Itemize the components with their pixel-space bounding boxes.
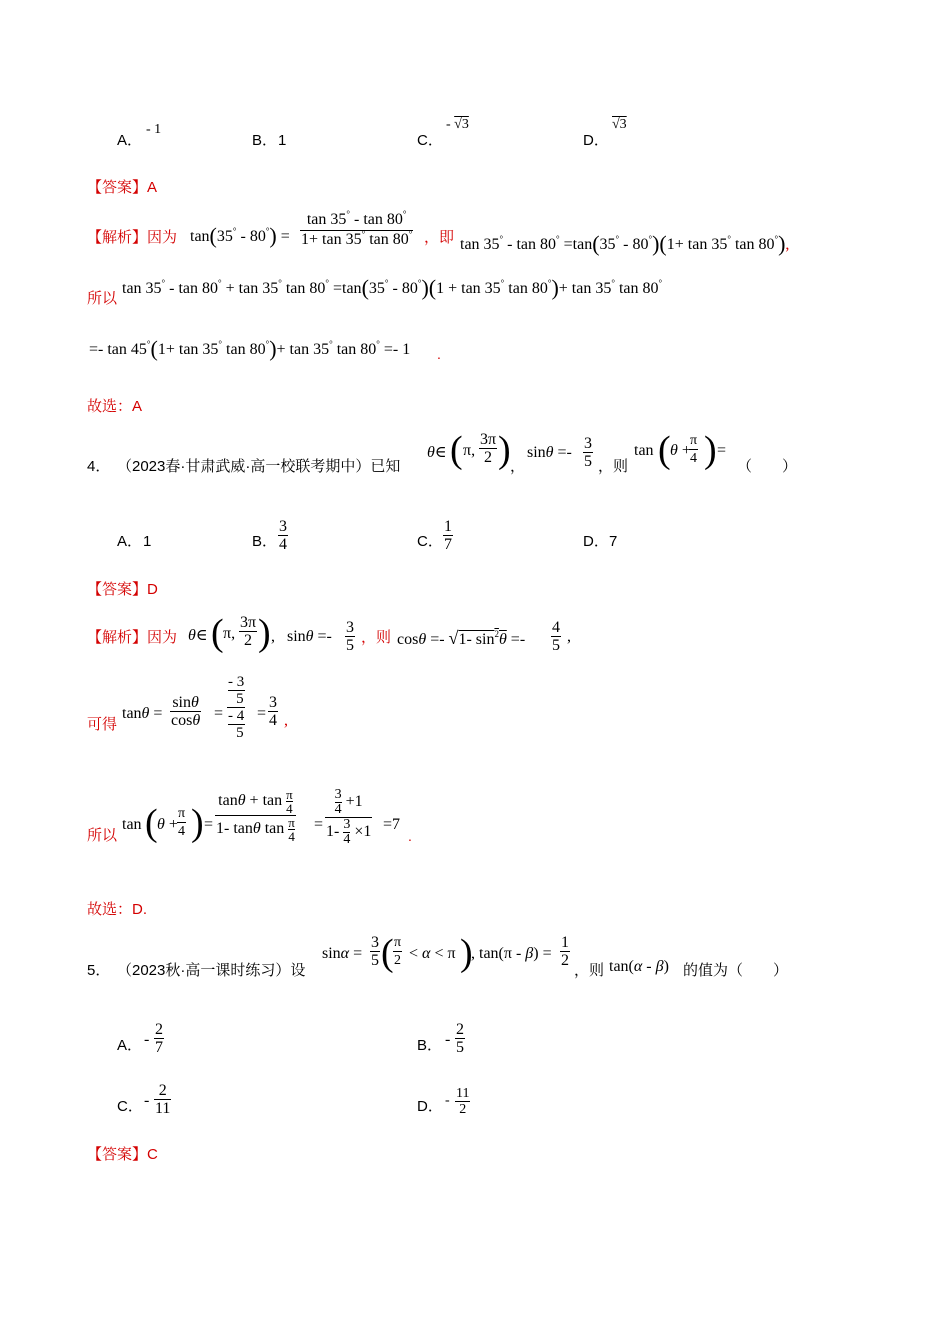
- pi-comma: π,: [463, 442, 476, 459]
- pi-comma: π,: [223, 625, 236, 642]
- answer-tag: 【答案】: [87, 1146, 148, 1163]
- sin-theta: sinθ =-: [527, 444, 572, 461]
- tan-label: tan: [122, 816, 142, 833]
- math-line2: tan 35° - tan 80° + tan 35° tan 80° =tan(35° - 80°)(1 + tan 35° tan 80°)+ tan 35° tan 80°: [122, 275, 663, 300]
- q3-fraction: tan 35° - tan 80° 1+ tan 35° tan 80°: [301, 209, 413, 248]
- equals: =: [214, 705, 224, 722]
- inequality: < α < π: [409, 945, 456, 962]
- tan-theta: tanθ =: [122, 705, 163, 722]
- suoyi-text: 所以: [87, 827, 118, 844]
- comma: ,: [271, 628, 275, 645]
- q3-option-b-label: B．: [252, 132, 278, 149]
- q3-option-a-value: - 1: [146, 122, 162, 137]
- frac-3-5: 3 5: [584, 435, 592, 470]
- analysis-tag: 【解析】因为: [87, 629, 178, 646]
- answer-value: C: [147, 1146, 158, 1163]
- frac-3-5: 3 5: [371, 934, 379, 969]
- q3-option-a-label: A．: [117, 132, 143, 149]
- frac-tan-sum: tanθ + tan $\frac{\pi}{4}$ 1- tanθ tan $\frac{\pi}{4}$: [216, 787, 295, 844]
- q4-option-b-frac: 3 4: [279, 518, 287, 553]
- answer-tag: 【答案】: [87, 179, 148, 196]
- equals: =: [204, 816, 214, 833]
- paren-left: (: [381, 932, 394, 974]
- paren-right-2: ): [704, 429, 717, 471]
- answer-tag: 【答案】: [87, 581, 148, 598]
- paren-right: ): [191, 802, 204, 844]
- comma-2: ,: [567, 628, 571, 645]
- q5-option-a-label: A．: [117, 1037, 143, 1054]
- tan-alpha-beta: tan(α - β): [609, 958, 669, 975]
- theta-plus: θ +: [157, 816, 178, 833]
- q5-option-c-frac: 2 11: [155, 1082, 171, 1117]
- q4-option-a-value: 1: [143, 533, 152, 550]
- equals-7: =7: [383, 816, 401, 833]
- math-identity: tan 35° - tan 80° =tan(35° - 80°)(1+ tan 35° tan 80°),: [460, 231, 790, 256]
- analysis-tag: 【解析】因为: [87, 229, 178, 246]
- q3-option-d-value: √3: [612, 117, 627, 132]
- paren-left: (: [211, 612, 224, 654]
- answer-value: D: [147, 581, 158, 598]
- minus: -: [144, 1092, 150, 1109]
- comma: ,: [284, 712, 288, 729]
- q5-option-d-label: D．: [417, 1098, 443, 1115]
- frac-pi-4: π 4: [690, 433, 698, 466]
- q4-ze: ，则: [598, 458, 629, 475]
- sin-alpha: sinα =: [322, 945, 363, 962]
- ze-text: ，则: [361, 629, 392, 646]
- math-tan-35-80: tan(35° - 80°) =: [190, 223, 290, 248]
- equals: =: [717, 442, 727, 459]
- period: .: [408, 828, 412, 844]
- equals-2: =: [257, 705, 267, 722]
- paren-right: ): [460, 932, 473, 974]
- frac-1-2: 1 2: [561, 934, 569, 969]
- q5-option-d-frac: 11 2: [456, 1086, 470, 1117]
- q5-option-b-frac: 2 5: [456, 1021, 464, 1056]
- q4-option-d-label: D．: [583, 533, 609, 550]
- answer-value: A: [147, 179, 158, 196]
- q5-tail: 的值为（ ）: [683, 962, 789, 979]
- cos-theta: cosθ =- √1- $\sin^2\theta$ =-: [397, 628, 526, 648]
- q5-ze: ，则: [574, 962, 605, 979]
- frac-3pi-2: 3π 2: [480, 431, 497, 466]
- frac-numeric: $\frac{3}{4}$ +1 1- $\frac{3}{4}$ ×1: [326, 787, 372, 847]
- tan-pi-beta: , tan(π - β) =: [471, 945, 552, 962]
- equals-2: =: [314, 816, 324, 833]
- q4-option-b-label: B．: [252, 533, 278, 550]
- q5-number: 5．: [87, 962, 111, 979]
- frac-4-5: 4 5: [552, 619, 560, 654]
- tan-label: tan: [634, 442, 654, 459]
- q3-option-b-value: 1: [278, 132, 287, 149]
- q4-option-a-label: A．: [117, 533, 143, 550]
- q5-option-c-label: C．: [117, 1098, 143, 1115]
- q4-source: （2023春·甘肃武威·高一校联考期中）已知: [117, 458, 401, 475]
- q3-option-c-label: C．: [417, 132, 443, 149]
- frac-complex: - 3 5 - 4 5: [228, 674, 245, 741]
- paren-right: ): [498, 429, 511, 471]
- q5-option-a-frac: 2 7: [155, 1021, 163, 1056]
- q3-option-d-label: D．: [583, 132, 609, 149]
- theta-in-2: θ∈: [188, 627, 208, 644]
- sin-theta: sinθ =-: [287, 628, 332, 645]
- frac-3-5: 3 5: [346, 619, 354, 654]
- q4-comma: ，: [510, 458, 526, 475]
- frac-pi-4: π 4: [178, 806, 186, 839]
- q5-option-b-label: B．: [417, 1037, 443, 1054]
- math-line3: =- tan 45°(1+ tan 35° tan 80°)+ tan 35° tan 80° =- 1: [89, 336, 411, 361]
- q4-conclusion: 故选：D.: [87, 901, 148, 918]
- q3-conclusion: 故选：A: [87, 398, 143, 415]
- paren-left-2: (: [658, 429, 671, 471]
- frac-pi-2: π 2: [394, 935, 402, 968]
- frac-3pi-2: 3π 2: [240, 614, 257, 649]
- period: .: [437, 346, 441, 362]
- kede-text: 可得: [87, 716, 118, 733]
- theta-in: θ∈: [427, 444, 447, 461]
- paren-left: (: [450, 429, 463, 471]
- q4-option-c-label: C．: [417, 533, 443, 550]
- q4-answer: [87, 580, 158, 600]
- minus: -: [445, 1031, 451, 1048]
- theta-plus: θ +: [670, 442, 691, 459]
- q4-bracket: （ ）: [737, 458, 798, 475]
- paren-right: ): [258, 612, 271, 654]
- q3-option-c-value: - √3: [446, 117, 469, 132]
- q5-answer: [87, 1145, 158, 1165]
- q4-number: 4．: [87, 458, 111, 475]
- paren-left: (: [145, 802, 158, 844]
- q3-answer: [87, 178, 157, 198]
- q4-option-d-value: 7: [609, 533, 618, 550]
- suoyi-text: 所以: [87, 290, 118, 307]
- frac-sin-cos: sinθ cosθ: [171, 694, 201, 729]
- q5-source: （2023秋·高一课时练习）设: [117, 962, 306, 979]
- ji-text: ，即: [424, 229, 455, 246]
- frac-3-4: 3 4: [269, 694, 277, 729]
- q4-option-c-frac: 1 7: [444, 518, 452, 553]
- minus: -: [144, 1031, 150, 1048]
- minus: -: [445, 1093, 450, 1108]
